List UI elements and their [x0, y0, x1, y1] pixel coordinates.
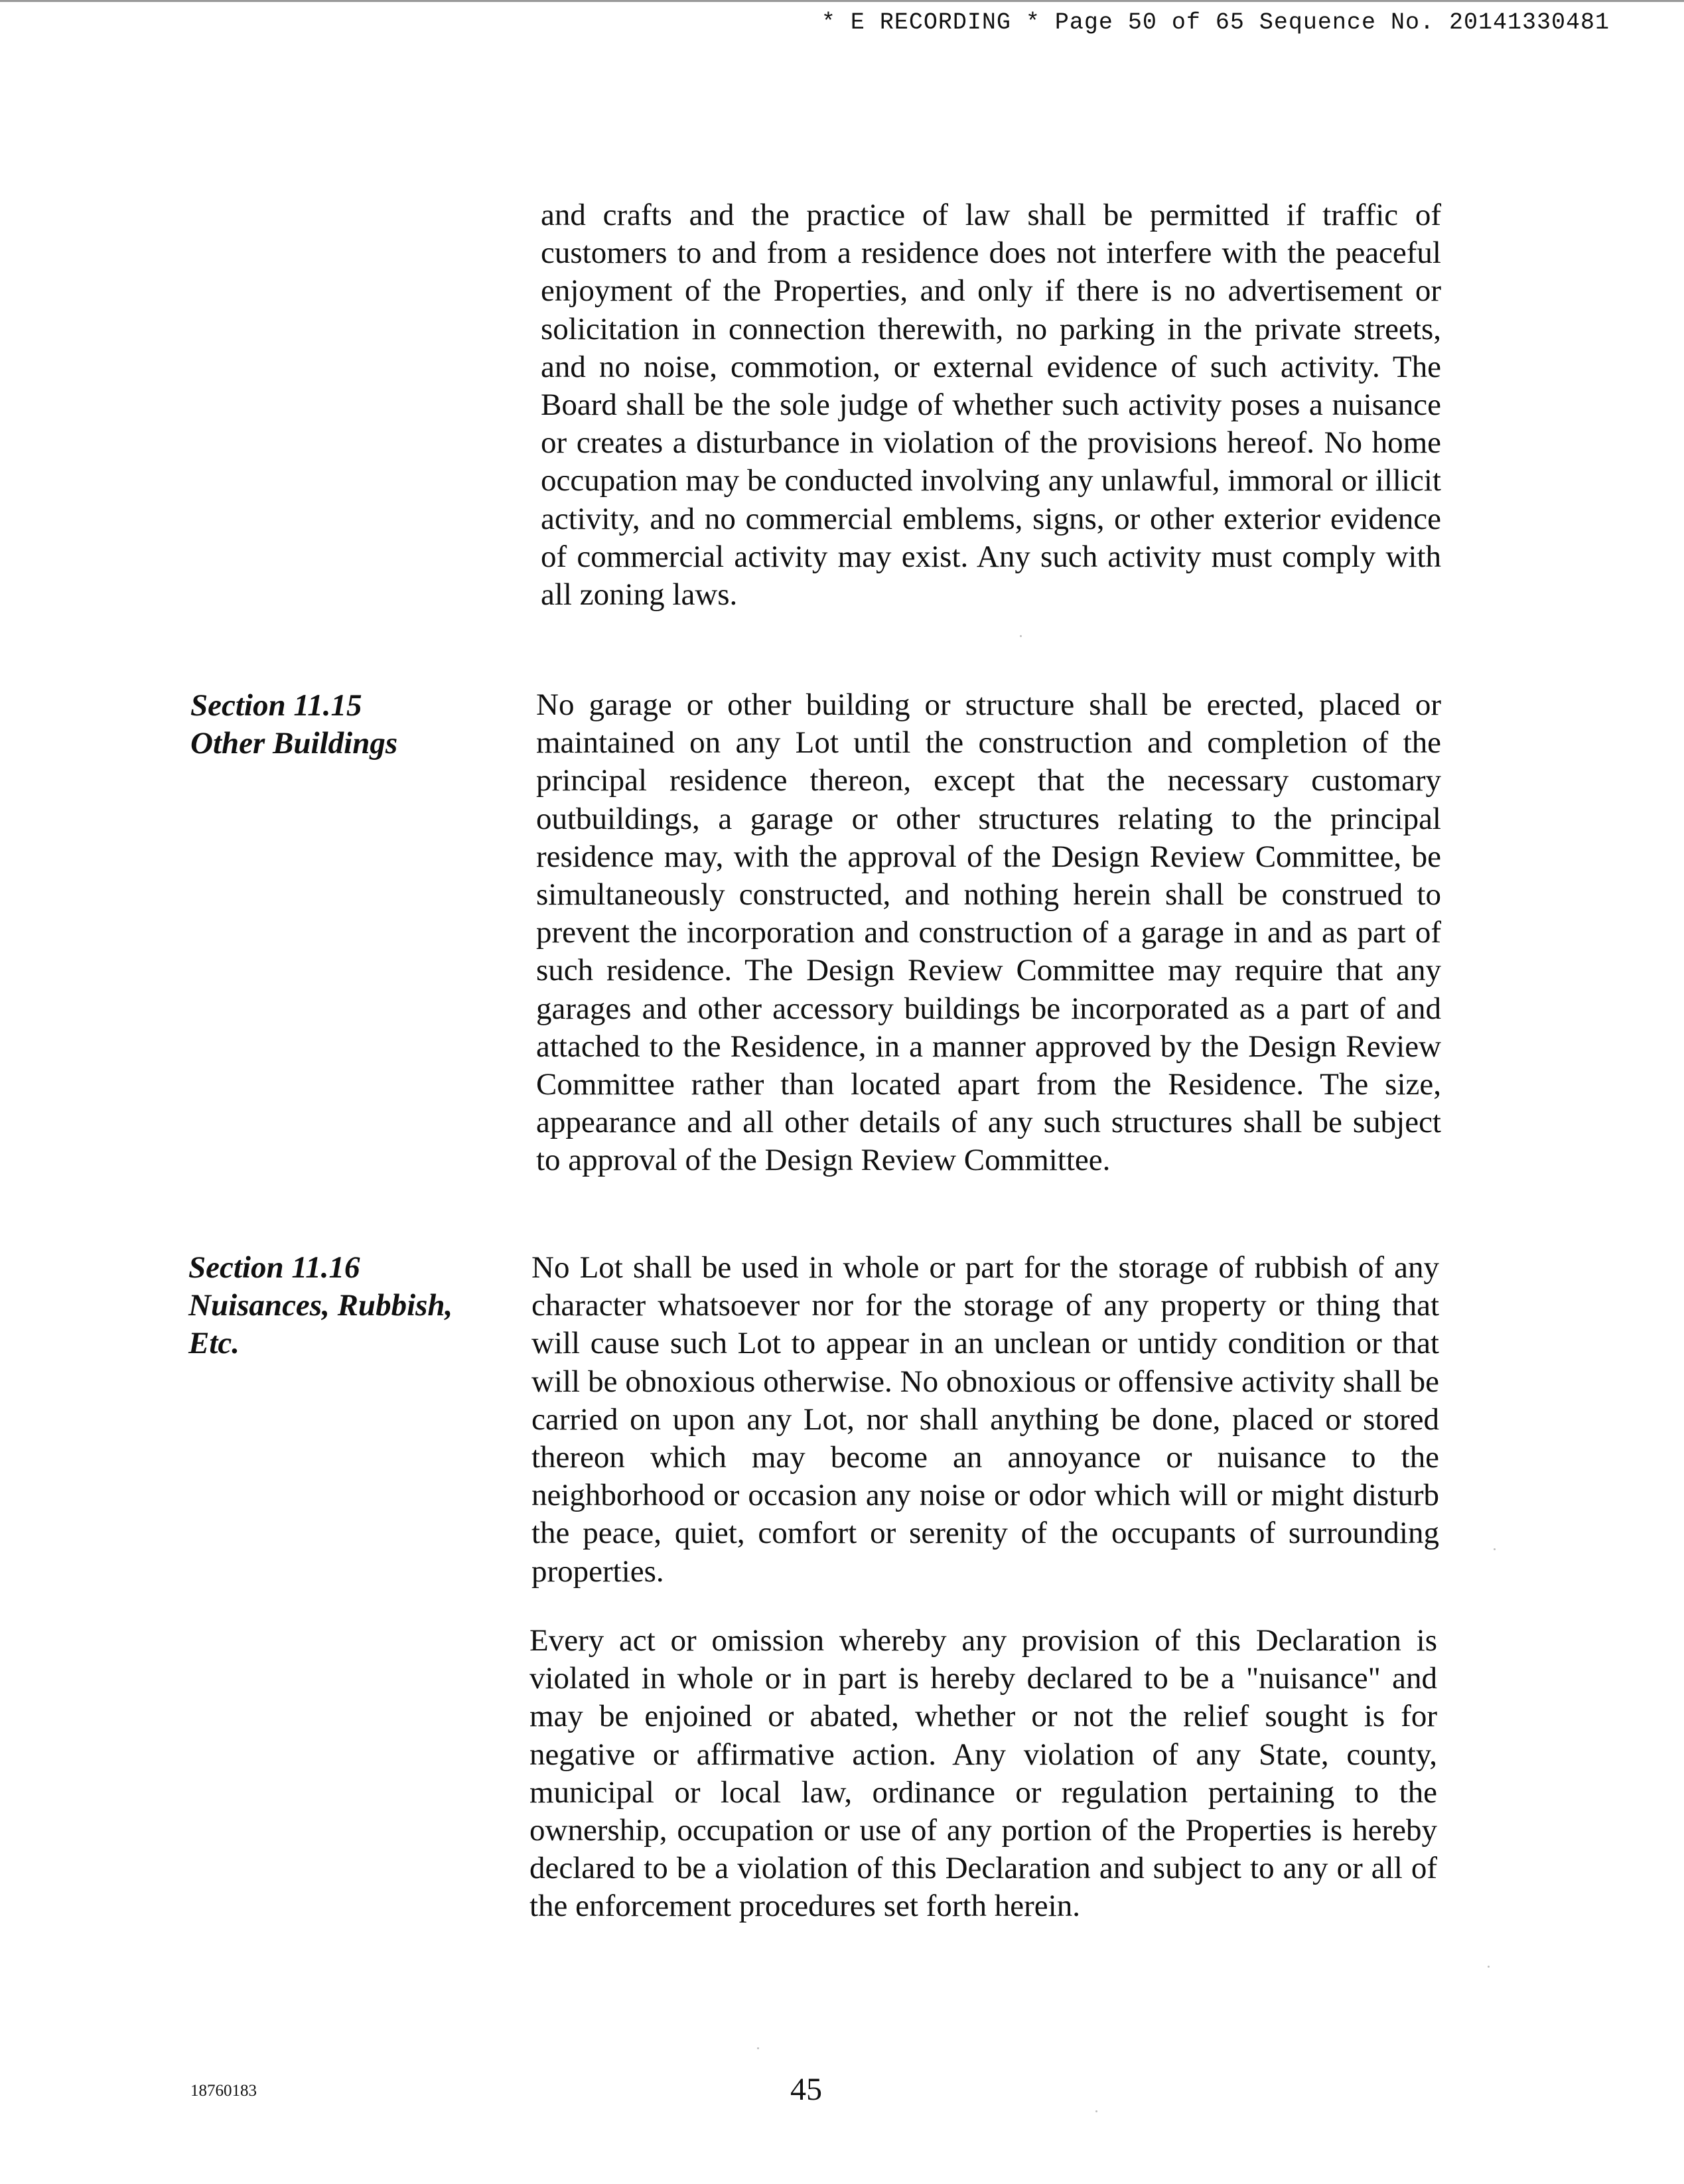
- section-11-15-heading: [190, 687, 397, 763]
- scan-speck: [1494, 1548, 1496, 1550]
- section-11-16-title-line1: Nuisances, Rubbish,: [188, 1288, 453, 1323]
- scan-speck: [1095, 2110, 1097, 2112]
- scan-speck: [1020, 635, 1022, 637]
- page-number: 45: [790, 2072, 822, 2107]
- section-11-16-paragraph-2: Every act or omission whereby any provision of this Declaration is violated in whole or in part is hereby declared to be a "nuisance" and may be enjoined or abated, whether or not the relief sought is for negative or affirmative action. Any violation of any State, county, municipal or local law, ordinance or regulation pertaining to the ownership, occupation or use of any portion of the Properties is hereby declared to be a violation of this Declaration and subject to any or all of the enforcement procedures set forth herein.: [529, 1623, 1437, 1924]
- document-id: 18760183: [190, 2082, 257, 2100]
- scan-speck: [1488, 1966, 1490, 1968]
- scan-speck: [757, 2047, 759, 2049]
- section-11-16-title-line2: Etc.: [188, 1326, 240, 1360]
- section-11-15-title: Other Buildings: [190, 726, 398, 761]
- recording-header: * E RECORDING * Page 50 of 65 Sequence No. 20141330481: [821, 9, 1610, 36]
- continuation-paragraph: and crafts and the practice of law shall be permitted if traffic of customers to and from a residence does not interfere with the peaceful enjoyment of the Properties, and only if there is no advertisement or solicitation in connection therewith, no parking in the private streets, and no noise, commotion, or external evidence of such activity. The Board shall be the sole judge of whether such activity poses a nuisance or creates a disturbance in violation of the provisions hereof. No home occupation may be conducted involving any unlawful, immoral or illicit activity, and no commercial emblems, signs, or other exterior evidence of commercial activity may exist. Any such activity must comply with all zoning laws.: [541, 198, 1441, 613]
- section-11-16-number: Section 11.16: [188, 1250, 360, 1285]
- section-11-15-paragraph: No garage or other building or structure shall be erected, placed or maintained on any Lot until the construction and completion of the principal residence thereon, except that the necessary customary outbuildings, a garage or other structures relating to the principal residence may, with the approval of the Design Review Committee, be simultaneously constructed, and nothing herein shall be construed to prevent the incorporation and construction of a garage in and as part of such residence. The Design Review Committee may require that any garages and other accessory buildings be incorporated as a part of and attached to the Residence, in a manner approved by the Design Review Committee rather than located apart from the Residence. The size, appearance and all other details of any such structures shall be subject to approval of the Design Review Committee.: [536, 688, 1441, 1178]
- section-11-16-heading: [188, 1249, 453, 1362]
- section-11-16-paragraph-1: No Lot shall be used in whole or part for the storage of rubbish of any character whatsoever nor for the storage of any property or thing that will cause such Lot to appear in an unclean or untidy condition or that will be obnoxious otherwise. No obnoxious or offensive activity shall be carried on upon any Lot, nor shall anything be done, placed or stored thereon which may become an annoyance or nuisance to the neighborhood or occasion any noise or odor which will or might disturb the peace, quiet, comfort or serenity of the occupants of surrounding properties.: [531, 1250, 1439, 1589]
- section-11-15-number: Section 11.15: [190, 688, 362, 723]
- top-scan-rule: [0, 0, 1684, 2]
